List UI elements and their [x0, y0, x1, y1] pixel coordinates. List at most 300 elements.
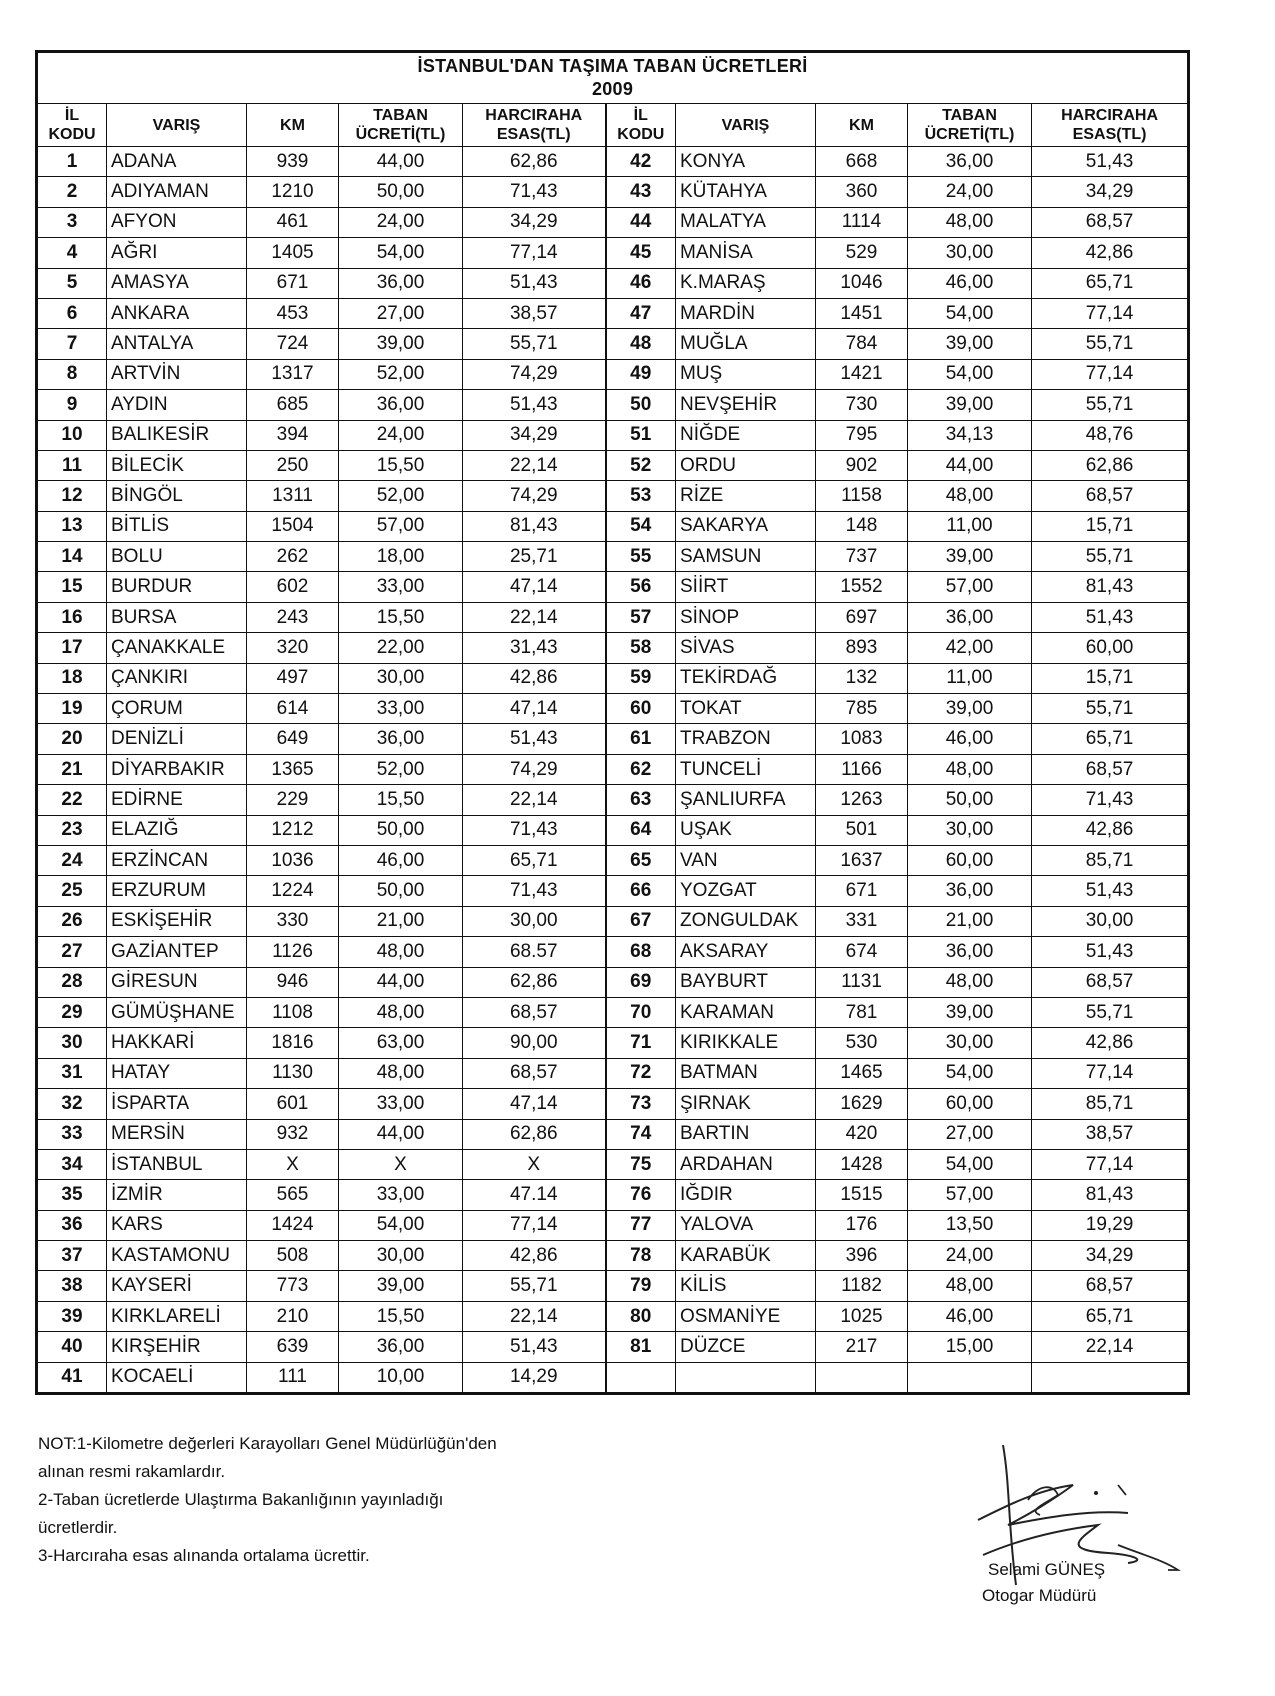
- varis-cell: BİLECİK: [107, 450, 247, 480]
- il-kodu-cell: 76: [606, 1180, 676, 1210]
- il-kodu-cell: 44: [606, 207, 676, 237]
- varis-cell: MUĞLA: [676, 329, 816, 359]
- harciraha-cell: 81,43: [1032, 572, 1189, 602]
- table-row: [37, 572, 1189, 602]
- document-title: [37, 52, 1189, 104]
- taban-cell: [908, 1362, 1032, 1393]
- varis-cell: ANKARA: [107, 298, 247, 328]
- km-cell: 394: [247, 420, 339, 450]
- varis-cell: [676, 1362, 816, 1393]
- table-row: [37, 906, 1189, 936]
- km-cell: 685: [247, 390, 339, 420]
- taban-cell: 33,00: [339, 1180, 463, 1210]
- varis-cell: YOZGAT: [676, 876, 816, 906]
- taban-cell: X: [339, 1149, 463, 1179]
- il-kodu-cell: 29: [37, 997, 107, 1027]
- il-kodu-cell: 34: [37, 1149, 107, 1179]
- varis-cell: SAMSUN: [676, 542, 816, 572]
- varis-cell: KONYA: [676, 147, 816, 177]
- varis-cell: AKSARAY: [676, 937, 816, 967]
- harciraha-cell: 38,57: [1032, 1119, 1189, 1149]
- harciraha-cell: 51,43: [463, 1332, 606, 1362]
- il-kodu-cell: 70: [606, 997, 676, 1027]
- taban-cell: 46,00: [908, 268, 1032, 298]
- il-kodu-cell: 59: [606, 663, 676, 693]
- harciraha-cell: 68,57: [1032, 481, 1189, 511]
- table-row: [37, 542, 1189, 572]
- varis-cell: K.MARAŞ: [676, 268, 816, 298]
- table-row: [37, 724, 1189, 754]
- taban-cell: 15,50: [339, 1301, 463, 1331]
- km-cell: 1451: [816, 298, 908, 328]
- taban-cell: 48,00: [339, 997, 463, 1027]
- km-cell: [816, 1362, 908, 1393]
- header-varis: VARIŞ: [107, 104, 247, 147]
- il-kodu-cell: 60: [606, 694, 676, 724]
- taban-cell: 39,00: [908, 329, 1032, 359]
- taban-cell: 44,00: [339, 967, 463, 997]
- varis-cell: KAYSERİ: [107, 1271, 247, 1301]
- taban-cell: 27,00: [339, 298, 463, 328]
- il-kodu-cell: 4: [37, 238, 107, 268]
- km-cell: 1036: [247, 845, 339, 875]
- il-kodu-cell: 58: [606, 633, 676, 663]
- il-kodu-cell: 23: [37, 815, 107, 845]
- il-kodu-cell: 17: [37, 633, 107, 663]
- harciraha-cell: 42,86: [1032, 238, 1189, 268]
- taban-cell: 54,00: [908, 359, 1032, 389]
- varis-cell: VAN: [676, 845, 816, 875]
- il-kodu-cell: [606, 1362, 676, 1393]
- km-cell: 668: [816, 147, 908, 177]
- il-kodu-cell: 81: [606, 1332, 676, 1362]
- harciraha-cell: 68,57: [1032, 207, 1189, 237]
- varis-cell: MARDİN: [676, 298, 816, 328]
- varis-cell: BARTIN: [676, 1119, 816, 1149]
- harciraha-cell: 42,86: [1032, 815, 1189, 845]
- table-row: [37, 1058, 1189, 1088]
- taban-cell: 27,00: [908, 1119, 1032, 1149]
- varis-cell: IĞDIR: [676, 1180, 816, 1210]
- table-row: [37, 1149, 1189, 1179]
- km-cell: 737: [816, 542, 908, 572]
- km-cell: 639: [247, 1332, 339, 1362]
- varis-cell: ORDU: [676, 450, 816, 480]
- varis-cell: ANTALYA: [107, 329, 247, 359]
- table-row: [37, 663, 1189, 693]
- km-cell: 565: [247, 1180, 339, 1210]
- taban-cell: 52,00: [339, 359, 463, 389]
- harciraha-cell: 60,00: [1032, 633, 1189, 663]
- km-cell: 250: [247, 450, 339, 480]
- varis-cell: ELAZIĞ: [107, 815, 247, 845]
- harciraha-cell: 34,29: [1032, 177, 1189, 207]
- harciraha-cell: 62,86: [463, 967, 606, 997]
- notes-block: [38, 1430, 497, 1570]
- table-row: [37, 238, 1189, 268]
- taban-cell: 36,00: [339, 1332, 463, 1362]
- il-kodu-cell: 37: [37, 1241, 107, 1271]
- table-row: [37, 754, 1189, 784]
- km-cell: 497: [247, 663, 339, 693]
- harciraha-cell: 71,43: [463, 876, 606, 906]
- taban-cell: 54,00: [339, 1210, 463, 1240]
- table-row: [37, 268, 1189, 298]
- taban-cell: 42,00: [908, 633, 1032, 663]
- header-taban: TABAN ÜCRETİ(TL): [908, 104, 1032, 147]
- il-kodu-cell: 22: [37, 785, 107, 815]
- table-row: [37, 359, 1189, 389]
- table-row: [37, 177, 1189, 207]
- km-cell: 1158: [816, 481, 908, 511]
- taban-cell: 39,00: [339, 329, 463, 359]
- harciraha-cell: X: [463, 1149, 606, 1179]
- il-kodu-cell: 11: [37, 450, 107, 480]
- varis-cell: BİNGÖL: [107, 481, 247, 511]
- km-cell: 1816: [247, 1028, 339, 1058]
- taban-cell: 46,00: [908, 724, 1032, 754]
- harciraha-cell: 74,29: [463, 359, 606, 389]
- fare-table: [35, 50, 1190, 1395]
- harciraha-cell: 51,43: [1032, 602, 1189, 632]
- varis-cell: ZONGULDAK: [676, 906, 816, 936]
- varis-cell: İZMİR: [107, 1180, 247, 1210]
- varis-cell: AYDIN: [107, 390, 247, 420]
- harciraha-cell: 68,57: [1032, 1271, 1189, 1301]
- table-row: [37, 785, 1189, 815]
- taban-cell: 48,00: [908, 481, 1032, 511]
- taban-cell: 54,00: [339, 238, 463, 268]
- il-kodu-cell: 12: [37, 481, 107, 511]
- taban-cell: 33,00: [339, 694, 463, 724]
- taban-cell: 24,00: [339, 207, 463, 237]
- taban-cell: 50,00: [339, 876, 463, 906]
- km-cell: 671: [247, 268, 339, 298]
- harciraha-cell: 68.57: [463, 937, 606, 967]
- harciraha-cell: 19,29: [1032, 1210, 1189, 1240]
- taban-cell: 60,00: [908, 845, 1032, 875]
- taban-cell: 30,00: [908, 238, 1032, 268]
- il-kodu-cell: 3: [37, 207, 107, 237]
- km-cell: 396: [816, 1241, 908, 1271]
- harciraha-cell: 74,29: [463, 754, 606, 784]
- harciraha-cell: 55,71: [463, 329, 606, 359]
- varis-cell: ADANA: [107, 147, 247, 177]
- km-cell: 1421: [816, 359, 908, 389]
- il-kodu-cell: 21: [37, 754, 107, 784]
- harciraha-cell: 15,71: [1032, 663, 1189, 693]
- harciraha-cell: 55,71: [1032, 542, 1189, 572]
- taban-cell: 22,00: [339, 633, 463, 663]
- il-kodu-cell: 67: [606, 906, 676, 936]
- km-cell: 649: [247, 724, 339, 754]
- il-kodu-cell: 20: [37, 724, 107, 754]
- harciraha-cell: 77,14: [463, 1210, 606, 1240]
- km-cell: 784: [816, 329, 908, 359]
- table-row: [37, 1241, 1189, 1271]
- km-cell: 420: [816, 1119, 908, 1149]
- table-row: [37, 450, 1189, 480]
- km-cell: 773: [247, 1271, 339, 1301]
- varis-cell: İSPARTA: [107, 1089, 247, 1119]
- km-cell: 1130: [247, 1058, 339, 1088]
- km-cell: 1552: [816, 572, 908, 602]
- header-il-kodu: İL KODU: [606, 104, 676, 147]
- il-kodu-cell: 65: [606, 845, 676, 875]
- harciraha-cell: 48,76: [1032, 420, 1189, 450]
- varis-cell: KIRŞEHİR: [107, 1332, 247, 1362]
- title-line-2: 2009: [591, 79, 634, 99]
- km-cell: 320: [247, 633, 339, 663]
- taban-cell: 11,00: [908, 511, 1032, 541]
- harciraha-cell: 25,71: [463, 542, 606, 572]
- taban-cell: 24,00: [908, 177, 1032, 207]
- km-cell: 902: [816, 450, 908, 480]
- varis-cell: EDİRNE: [107, 785, 247, 815]
- km-cell: 1311: [247, 481, 339, 511]
- taban-cell: 44,00: [339, 1119, 463, 1149]
- il-kodu-cell: 40: [37, 1332, 107, 1362]
- il-kodu-cell: 61: [606, 724, 676, 754]
- il-kodu-cell: 78: [606, 1241, 676, 1271]
- il-kodu-cell: 45: [606, 238, 676, 268]
- km-cell: 697: [816, 602, 908, 632]
- varis-cell: İSTANBUL: [107, 1149, 247, 1179]
- km-cell: 1182: [816, 1271, 908, 1301]
- varis-cell: DİYARBAKIR: [107, 754, 247, 784]
- taban-cell: 63,00: [339, 1028, 463, 1058]
- km-cell: 730: [816, 390, 908, 420]
- il-kodu-cell: 48: [606, 329, 676, 359]
- varis-cell: BOLU: [107, 542, 247, 572]
- taban-cell: 48,00: [908, 967, 1032, 997]
- taban-cell: 33,00: [339, 1089, 463, 1119]
- km-cell: 946: [247, 967, 339, 997]
- taban-cell: 36,00: [339, 390, 463, 420]
- note-line: alınan resmi rakamlardır.: [38, 1462, 226, 1481]
- il-kodu-cell: 19: [37, 694, 107, 724]
- taban-cell: 57,00: [339, 511, 463, 541]
- taban-cell: 15,00: [908, 1332, 1032, 1362]
- taban-cell: 39,00: [908, 997, 1032, 1027]
- taban-cell: 30,00: [908, 815, 1032, 845]
- taban-cell: 48,00: [339, 937, 463, 967]
- table-row: [37, 633, 1189, 663]
- table-row: [37, 1271, 1189, 1301]
- varis-cell: ERZİNCAN: [107, 845, 247, 875]
- harciraha-cell: 68,57: [463, 1058, 606, 1088]
- taban-cell: 15,50: [339, 785, 463, 815]
- varis-cell: BAYBURT: [676, 967, 816, 997]
- harciraha-cell: 15,71: [1032, 511, 1189, 541]
- il-kodu-cell: 53: [606, 481, 676, 511]
- harciraha-cell: 71,43: [1032, 785, 1189, 815]
- km-cell: 601: [247, 1089, 339, 1119]
- il-kodu-cell: 69: [606, 967, 676, 997]
- harciraha-cell: 47.14: [463, 1180, 606, 1210]
- il-kodu-cell: 6: [37, 298, 107, 328]
- note-line: 3-Harcıraha esas alınanda ortalama ücrettir.: [38, 1546, 370, 1565]
- il-kodu-cell: 47: [606, 298, 676, 328]
- taban-cell: 36,00: [908, 602, 1032, 632]
- varis-cell: DÜZCE: [676, 1332, 816, 1362]
- varis-cell: SİNOP: [676, 602, 816, 632]
- harciraha-cell: 51,43: [1032, 147, 1189, 177]
- harciraha-cell: 51,43: [463, 390, 606, 420]
- taban-cell: 48,00: [908, 754, 1032, 784]
- km-cell: 1046: [816, 268, 908, 298]
- km-cell: 501: [816, 815, 908, 845]
- il-kodu-cell: 64: [606, 815, 676, 845]
- km-cell: 795: [816, 420, 908, 450]
- il-kodu-cell: 42: [606, 147, 676, 177]
- varis-cell: ARDAHAN: [676, 1149, 816, 1179]
- km-cell: 210: [247, 1301, 339, 1331]
- harciraha-cell: 77,14: [1032, 1149, 1189, 1179]
- harciraha-cell: 34,29: [463, 207, 606, 237]
- km-cell: 1637: [816, 845, 908, 875]
- km-cell: 1224: [247, 876, 339, 906]
- il-kodu-cell: 55: [606, 542, 676, 572]
- taban-cell: 52,00: [339, 481, 463, 511]
- il-kodu-cell: 39: [37, 1301, 107, 1331]
- il-kodu-cell: 13: [37, 511, 107, 541]
- km-cell: 111: [247, 1362, 339, 1393]
- il-kodu-cell: 38: [37, 1271, 107, 1301]
- varis-cell: AMASYA: [107, 268, 247, 298]
- varis-cell: SİİRT: [676, 572, 816, 602]
- varis-cell: SİVAS: [676, 633, 816, 663]
- km-cell: 1629: [816, 1089, 908, 1119]
- table-row: [37, 1301, 1189, 1331]
- il-kodu-cell: 68: [606, 937, 676, 967]
- km-cell: 1515: [816, 1180, 908, 1210]
- il-kodu-cell: 9: [37, 390, 107, 420]
- varis-cell: TUNCELİ: [676, 754, 816, 784]
- taban-cell: 10,00: [339, 1362, 463, 1393]
- harciraha-cell: 85,71: [1032, 845, 1189, 875]
- km-cell: 1210: [247, 177, 339, 207]
- taban-cell: 48,00: [339, 1058, 463, 1088]
- harciraha-cell: 68,57: [463, 997, 606, 1027]
- harciraha-cell: 65,71: [463, 845, 606, 875]
- harciraha-cell: 38,57: [463, 298, 606, 328]
- taban-cell: 33,00: [339, 572, 463, 602]
- harciraha-cell: 55,71: [1032, 694, 1189, 724]
- il-kodu-cell: 14: [37, 542, 107, 572]
- varis-cell: ŞANLIURFA: [676, 785, 816, 815]
- il-kodu-cell: 36: [37, 1210, 107, 1240]
- harciraha-cell: 77,14: [1032, 1058, 1189, 1088]
- harciraha-cell: 65,71: [1032, 1301, 1189, 1331]
- table-row: [37, 481, 1189, 511]
- header-varis: VARIŞ: [676, 104, 816, 147]
- table-row: [37, 845, 1189, 875]
- varis-cell: MALATYA: [676, 207, 816, 237]
- varis-cell: ŞIRNAK: [676, 1089, 816, 1119]
- il-kodu-cell: 7: [37, 329, 107, 359]
- taban-cell: 57,00: [908, 1180, 1032, 1210]
- harciraha-cell: 51,43: [1032, 937, 1189, 967]
- varis-cell: BALIKESİR: [107, 420, 247, 450]
- table-row: [37, 1180, 1189, 1210]
- varis-cell: KARAMAN: [676, 997, 816, 1027]
- header-il-kodu: İL KODU: [37, 104, 107, 147]
- varis-cell: SAKARYA: [676, 511, 816, 541]
- il-kodu-cell: 56: [606, 572, 676, 602]
- table-row: [37, 1210, 1189, 1240]
- km-cell: 1465: [816, 1058, 908, 1088]
- taban-cell: 34,13: [908, 420, 1032, 450]
- taban-cell: 36,00: [339, 724, 463, 754]
- il-kodu-cell: 28: [37, 967, 107, 997]
- table-row: [37, 997, 1189, 1027]
- header-row: [37, 104, 1189, 147]
- taban-cell: 46,00: [908, 1301, 1032, 1331]
- km-cell: 1025: [816, 1301, 908, 1331]
- varis-cell: MUŞ: [676, 359, 816, 389]
- varis-cell: KÜTAHYA: [676, 177, 816, 207]
- varis-cell: ESKİŞEHİR: [107, 906, 247, 936]
- harciraha-cell: 14,29: [463, 1362, 606, 1393]
- il-kodu-cell: 46: [606, 268, 676, 298]
- taban-cell: 21,00: [908, 906, 1032, 936]
- taban-cell: 39,00: [908, 542, 1032, 572]
- table-row: [37, 298, 1189, 328]
- harciraha-cell: 47,14: [463, 1089, 606, 1119]
- km-cell: 529: [816, 238, 908, 268]
- km-cell: 674: [816, 937, 908, 967]
- km-cell: 1166: [816, 754, 908, 784]
- km-cell: 724: [247, 329, 339, 359]
- note-line: NOT:1-Kilometre değerleri Karayolları Genel Müdürlüğün'den: [38, 1434, 497, 1453]
- il-kodu-cell: 24: [37, 845, 107, 875]
- varis-cell: GAZİANTEP: [107, 937, 247, 967]
- harciraha-cell: 22,14: [463, 785, 606, 815]
- taban-cell: 36,00: [339, 268, 463, 298]
- km-cell: 331: [816, 906, 908, 936]
- harciraha-cell: 90,00: [463, 1028, 606, 1058]
- km-cell: 671: [816, 876, 908, 906]
- note-line: 2-Taban ücretlerde Ulaştırma Bakanlığının yayınladığı: [38, 1490, 444, 1509]
- il-kodu-cell: 57: [606, 602, 676, 632]
- harciraha-cell: 68,57: [1032, 754, 1189, 784]
- taban-cell: 54,00: [908, 298, 1032, 328]
- harciraha-cell: 42,86: [463, 1241, 606, 1271]
- varis-cell: RİZE: [676, 481, 816, 511]
- km-cell: 148: [816, 511, 908, 541]
- harciraha-cell: 30,00: [463, 906, 606, 936]
- km-cell: 939: [247, 147, 339, 177]
- il-kodu-cell: 15: [37, 572, 107, 602]
- km-cell: 781: [816, 997, 908, 1027]
- varis-cell: NEVŞEHİR: [676, 390, 816, 420]
- table-row: [37, 420, 1189, 450]
- taban-cell: 60,00: [908, 1089, 1032, 1119]
- taban-cell: 15,50: [339, 450, 463, 480]
- varis-cell: HAKKARİ: [107, 1028, 247, 1058]
- km-cell: 932: [247, 1119, 339, 1149]
- varis-cell: NİĞDE: [676, 420, 816, 450]
- il-kodu-cell: 77: [606, 1210, 676, 1240]
- harciraha-cell: 71,43: [463, 815, 606, 845]
- harciraha-cell: 51,43: [463, 724, 606, 754]
- harciraha-cell: 47,14: [463, 694, 606, 724]
- harciraha-cell: 62,86: [463, 147, 606, 177]
- km-cell: 1212: [247, 815, 339, 845]
- taban-cell: 48,00: [908, 1271, 1032, 1301]
- taban-cell: 13,50: [908, 1210, 1032, 1240]
